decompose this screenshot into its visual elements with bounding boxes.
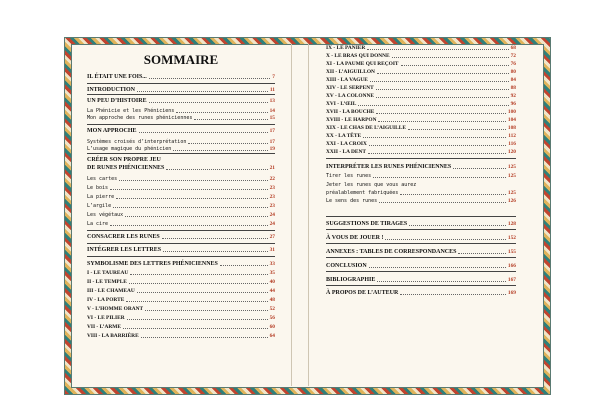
toc-entry	[87, 165, 275, 172]
toc-page-number: 24	[269, 221, 275, 227]
toc-entry	[326, 149, 516, 156]
section-divider	[87, 153, 275, 154]
toc-leader-dots	[369, 267, 506, 268]
toc-entry-title: ANNEXES : TABLES DE CORRESPONDANCES	[326, 249, 457, 255]
toc-entry-title: XI - LA PAUME QUI REÇOIT	[326, 61, 399, 67]
toc-entry-title: CONSACRER LES RUNES	[87, 234, 160, 240]
toc-entry	[326, 182, 516, 189]
toc-leader-dots	[392, 57, 509, 58]
toc-leader-dots	[123, 328, 268, 329]
toc-page-number: 33	[269, 261, 275, 267]
toc-entry-title: IV - LA PORTE	[87, 297, 125, 303]
toc-leader-dots	[145, 310, 267, 311]
section-divider	[87, 83, 275, 84]
toc-entry-title: Systèmes croisés d’interprétation	[87, 139, 187, 145]
section-divider	[326, 158, 516, 159]
toc-leader-dots	[373, 177, 506, 178]
toc-entry-title: L’argile	[87, 203, 112, 209]
toc-entry	[326, 290, 516, 297]
toc-entry-title: À PROPOS DE L’AUTEUR	[326, 290, 399, 296]
toc-entry-title: INTERPRÉTER LES RUNES PHÉNICIENNES	[326, 164, 452, 170]
toc-entry-title: BIBLIOGRAPHIE	[326, 277, 376, 283]
toc-page-number: 125	[507, 164, 516, 170]
toc-entry-title: XII - L’AIGUILLON	[326, 69, 375, 75]
toc-leader-dots	[173, 150, 267, 151]
toc-entry	[326, 61, 516, 68]
toc-page-number: 68	[510, 45, 516, 51]
toc-page-number: 23	[269, 185, 275, 191]
left-page-gutter	[291, 44, 292, 386]
section-divider	[87, 230, 275, 231]
toc-entry-title: DE RUNES PHÉNICIENNES	[87, 165, 165, 171]
toc-entry-title: La cire	[87, 221, 109, 227]
toc-entry	[87, 279, 275, 286]
toc-leader-dots	[376, 97, 509, 98]
toc-entry-title: L’usage magique du phénicien	[87, 146, 172, 152]
toc-entry-title: I - LE TAUREAU	[87, 270, 129, 276]
toc-entry-title: V - L’HOMME ORANT	[87, 306, 144, 312]
toc-leader-dots	[163, 251, 268, 252]
toc-entry	[87, 128, 275, 135]
section-divider	[87, 124, 275, 125]
toc-leader-dots	[126, 301, 267, 302]
toc-leader-dots	[176, 112, 267, 113]
toc-entry-title: préalablement fabriquées	[326, 190, 399, 196]
toc-page-number: 40	[269, 279, 275, 285]
toc-leader-dots	[137, 292, 268, 293]
toc-leader-dots	[376, 89, 509, 90]
toc-entry-title: XIX - LE CHAS DE L’AIGUILLE	[326, 125, 406, 131]
toc-page-number: 11	[269, 87, 275, 93]
toc-page-number: 96	[510, 101, 516, 107]
toc-leader-dots	[110, 189, 268, 190]
toc-leader-dots	[139, 132, 268, 133]
toc-page-number: 24	[269, 212, 275, 218]
toc-entry-title: III - LE CHAMEAU	[87, 288, 135, 294]
toc-page-number: 17	[269, 128, 275, 134]
toc-entry	[326, 221, 516, 228]
toc-leader-dots	[137, 91, 268, 92]
toc-entry-title: IL ÉTAIT UNE FOIS...	[87, 74, 147, 80]
toc-entry-title: X - LE BRAS QUI DONNE	[326, 53, 390, 59]
toc-page-number: 126	[507, 198, 516, 204]
toc-entry	[87, 87, 275, 94]
toc-entry-title: II - LE TEMPLE	[87, 279, 127, 285]
toc-page-number: 108	[507, 125, 516, 131]
toc-page-number: 88	[510, 85, 516, 91]
toc-entry	[326, 133, 516, 140]
section-divider	[87, 243, 275, 244]
toc-entry	[87, 333, 275, 340]
toc-entry	[87, 176, 275, 183]
toc-leader-dots	[220, 265, 268, 266]
toc-leader-dots	[408, 129, 506, 130]
section-divider	[326, 216, 516, 217]
toc-entry-title: Jeter les runes que vous aurez	[326, 182, 417, 188]
toc-entry-title: Les cartes	[87, 176, 118, 182]
toc-leader-dots	[113, 207, 268, 208]
toc-page-number: 84	[510, 77, 516, 83]
toc-page-number: 23	[269, 203, 275, 209]
toc-page-number: 152	[507, 235, 516, 241]
toc-entry-title: Le sens des runes	[326, 198, 378, 204]
toc-entry	[326, 141, 516, 148]
toc-entry-title: VII - L’ARME	[87, 324, 121, 330]
section-divider	[326, 257, 516, 258]
toc-page-number: 7	[272, 74, 275, 80]
toc-page-number: 125	[507, 173, 516, 179]
toc-entry	[326, 173, 516, 180]
toc-entry	[326, 109, 516, 116]
toc-page-number: 13	[269, 98, 275, 104]
section-divider	[326, 285, 516, 286]
toc-entry-title: À VOUS DE JOUER !	[326, 235, 384, 241]
toc-entry-title: XIII - LA VAGUE	[326, 77, 368, 83]
toc-page-number: 44	[269, 288, 275, 294]
toc-entry-title: Mon approche des runes phéniciennes	[87, 115, 193, 121]
toc-entry	[326, 125, 516, 132]
toc-entry-title: XVI - L’ŒIL	[326, 101, 357, 107]
toc-entry-title: IX - LE PANIER	[326, 45, 366, 51]
toc-entry	[87, 157, 275, 164]
toc-entry-title: VI - LE PILIER	[87, 315, 125, 321]
toc-entry	[87, 74, 275, 81]
toc-entry	[326, 164, 516, 171]
toc-leader-dots	[368, 153, 506, 154]
toc-entry-title: XXII - LA DENT	[326, 149, 366, 155]
toc-entry	[87, 261, 275, 268]
toc-page-number: 76	[510, 61, 516, 67]
toc-page-number: 17	[269, 139, 275, 145]
toc-entry	[87, 203, 275, 210]
toc-entry-title: Les végétaux	[87, 212, 124, 218]
toc-page-number: 48	[269, 297, 275, 303]
toc-entry	[326, 198, 516, 205]
toc-page-number: 14	[269, 108, 275, 114]
toc-leader-dots	[409, 225, 506, 226]
toc-entry	[326, 235, 516, 242]
toc-entry	[326, 249, 516, 256]
toc-entry	[326, 77, 516, 84]
toc-leader-dots	[401, 65, 509, 66]
toc-leader-dots	[400, 294, 506, 295]
section-divider	[326, 271, 516, 272]
toc-page-number: 104	[507, 117, 516, 123]
toc-leader-dots	[149, 102, 268, 103]
toc-entry	[87, 115, 275, 122]
right-page-gutter	[308, 44, 309, 386]
toc-entry-title: VIII - LA BARRIÈRE	[87, 333, 139, 339]
toc-leader-dots	[194, 119, 267, 120]
toc-leader-dots	[162, 238, 268, 239]
toc-leader-dots	[110, 225, 268, 226]
toc-page-number: 169	[507, 290, 516, 296]
toc-entry-title: SYMBOLISME DES LETTRES PHÉNICIENNES	[87, 261, 218, 267]
toc-leader-dots	[458, 253, 505, 254]
toc-page-number: 15	[269, 115, 275, 121]
toc-entry-title: La pierre	[87, 194, 115, 200]
toc-entry	[87, 139, 275, 146]
toc-entry-title: Tirer les runes	[326, 173, 372, 179]
section-divider	[326, 243, 516, 244]
toc-entry-title: XXI - LA CROIX	[326, 141, 367, 147]
toc-leader-dots	[127, 319, 268, 320]
toc-page-number: 125	[507, 190, 516, 196]
toc-leader-dots	[363, 137, 506, 138]
toc-page-number: 35	[269, 270, 275, 276]
toc-page-number: 80	[510, 69, 516, 75]
toc-entry	[87, 315, 275, 322]
toc-entry	[87, 108, 275, 115]
toc-leader-dots	[369, 145, 506, 146]
toc-page-number: 23	[269, 194, 275, 200]
toc-entry-title: MON APPROCHE	[87, 128, 137, 134]
toc-entry	[87, 146, 275, 153]
toc-leader-dots	[400, 194, 506, 195]
toc-page-number: 166	[507, 263, 516, 269]
toc-page-number: 21	[269, 165, 275, 171]
toc-entry	[326, 53, 516, 60]
toc-page-number: 92	[510, 93, 516, 99]
toc-entry-title: SUGGESTIONS DE TIRAGES	[326, 221, 408, 227]
toc-entry	[87, 234, 275, 241]
toc-entry	[87, 247, 275, 254]
toc-entry-title: UN PEU D’HISTOIRE	[87, 98, 147, 104]
toc-leader-dots	[377, 281, 506, 282]
toc-page-number: 120	[507, 149, 516, 155]
toc-leader-dots	[385, 239, 505, 240]
toc-entry	[87, 270, 275, 277]
toc-leader-dots	[378, 121, 505, 122]
toc-entry	[326, 277, 516, 284]
toc-entry-title: CONCLUSION	[326, 263, 367, 269]
toc-entry	[87, 212, 275, 219]
toc-page-number: 22	[269, 176, 275, 182]
page-title: SOMMAIRE	[143, 52, 219, 67]
toc-entry	[87, 194, 275, 201]
section-divider	[87, 94, 275, 95]
toc-leader-dots	[125, 216, 267, 217]
toc-entry	[326, 93, 516, 100]
toc-leader-dots	[367, 49, 508, 50]
toc-entry	[87, 288, 275, 295]
toc-page-number: 155	[507, 249, 516, 255]
toc-entry-title: Le bois	[87, 185, 109, 191]
section-divider	[87, 256, 275, 257]
toc-entry	[87, 185, 275, 192]
toc-leader-dots	[130, 274, 267, 275]
toc-page-number: 27	[269, 234, 275, 240]
toc-entry-title: XIV - LE SERPENT	[326, 85, 374, 91]
toc-entry	[87, 98, 275, 105]
toc-page-number: 31	[269, 247, 275, 253]
toc-page-number: 100	[507, 109, 516, 115]
toc-entry	[326, 101, 516, 108]
toc-entry	[326, 190, 516, 197]
toc-entry-title: CRÉER SON PROPRE JEU	[87, 157, 161, 163]
toc-leader-dots	[370, 81, 509, 82]
toc-page-number: 112	[508, 133, 516, 139]
toc-entry-title: XX - LA TÊTE	[326, 133, 362, 139]
toc-entry	[87, 297, 275, 304]
toc-entry	[326, 85, 516, 92]
toc-page-number: 116	[508, 141, 516, 147]
toc-leader-dots	[166, 169, 267, 170]
toc-entry	[87, 221, 275, 228]
toc-leader-dots	[379, 202, 506, 203]
toc-page-number: 60	[269, 324, 275, 330]
toc-entry-title: INTRODUCTION	[87, 87, 136, 93]
toc-entry	[326, 263, 516, 270]
toc-leader-dots	[129, 283, 268, 284]
toc-leader-dots	[116, 198, 268, 199]
toc-leader-dots	[188, 143, 267, 144]
toc-leader-dots	[453, 168, 506, 169]
toc-page-number: 167	[507, 277, 516, 283]
toc-page-number: 64	[269, 333, 275, 339]
toc-entry	[326, 117, 516, 124]
toc-entry-title: INTÉGRER LES LETTRES	[87, 247, 162, 253]
toc-page-number: 128	[507, 221, 516, 227]
toc-entry	[326, 45, 516, 52]
toc-entry	[326, 69, 516, 76]
section-divider	[326, 229, 516, 230]
toc-leader-dots	[376, 113, 506, 114]
toc-entry-title: La Phénicie et les Phéniciens	[87, 108, 175, 114]
toc-leader-dots	[141, 337, 268, 338]
toc-page-number: 52	[269, 306, 275, 312]
toc-entry	[87, 306, 275, 313]
toc-leader-dots	[149, 78, 270, 79]
toc-leader-dots	[119, 180, 268, 181]
toc-page-number: 72	[510, 53, 516, 59]
toc-leader-dots	[377, 73, 509, 74]
toc-page-number: 56	[269, 315, 275, 321]
toc-entry-title: XVII - LA BOUCHE	[326, 109, 375, 115]
toc-entry-title: XVIII - LE HARPON	[326, 117, 377, 123]
toc-entry	[87, 324, 275, 331]
toc-page-number: 19	[269, 146, 275, 152]
toc-leader-dots	[358, 105, 508, 106]
toc-entry-title: XV - LA COLONNE	[326, 93, 374, 99]
